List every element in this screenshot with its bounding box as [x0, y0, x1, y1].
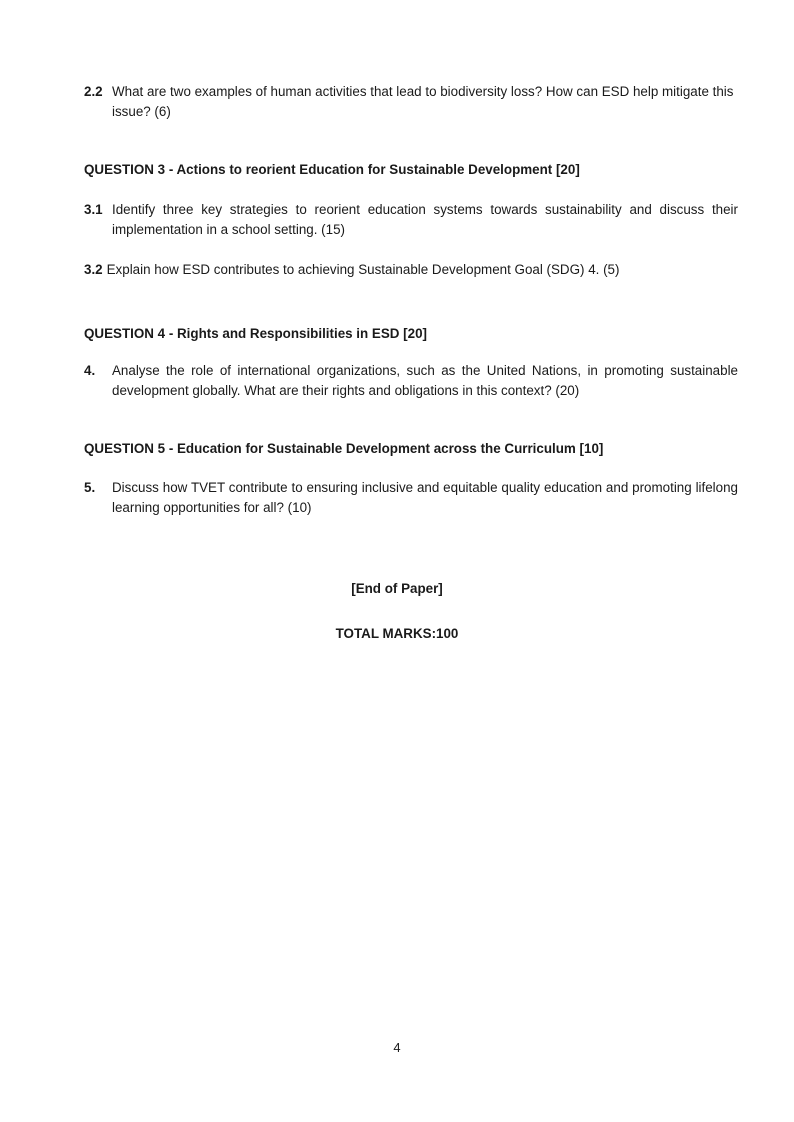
question-2-2 — [84, 82, 738, 122]
question-text: Discuss how TVET contribute to ensuring inclusive and equitable quality education and promoting lifelong learning opportunities for all? (10) — [112, 480, 738, 515]
page-number: 4 — [393, 1040, 401, 1055]
question-5 — [84, 478, 738, 518]
section-heading-question-3: QUESTION 3 - Actions to reorient Education for Sustainable Development [20] — [84, 162, 580, 177]
question-4 — [84, 361, 738, 401]
question-number: 3.1 — [84, 202, 103, 217]
question-number: 4. — [84, 363, 96, 378]
question-text: Explain how ESD contributes to achieving Sustainable Development Goal (SDG) 4. (5) — [106, 262, 620, 277]
question-text: What are two examples of human activities that lead to biodiversity loss? How can ESD help mitigate this issue? (6) — [112, 84, 734, 119]
question-3-2 — [84, 260, 738, 280]
section-heading-question-4: QUESTION 4 - Rights and Responsibilities in ESD [20] — [84, 326, 427, 341]
total-marks: TOTAL MARKS:100 — [335, 626, 459, 641]
question-number: 3.2 — [84, 262, 103, 277]
section-heading-question-5: QUESTION 5 - Education for Sustainable Development across the Curriculum [10] — [84, 441, 604, 456]
question-number: 5. — [84, 480, 96, 495]
end-of-paper: [End of Paper] — [351, 581, 443, 596]
question-number: 2.2 — [84, 84, 103, 99]
question-text: Analyse the role of international organizations, such as the United Nations, in promoting sustainable development globally. What are their rights and obligations in this context? (20) — [112, 363, 738, 398]
question-3-1 — [84, 200, 738, 240]
question-text: Identify three key strategies to reorient education systems towards sustainability and discuss their implementation in a school setting. (15) — [112, 202, 738, 237]
